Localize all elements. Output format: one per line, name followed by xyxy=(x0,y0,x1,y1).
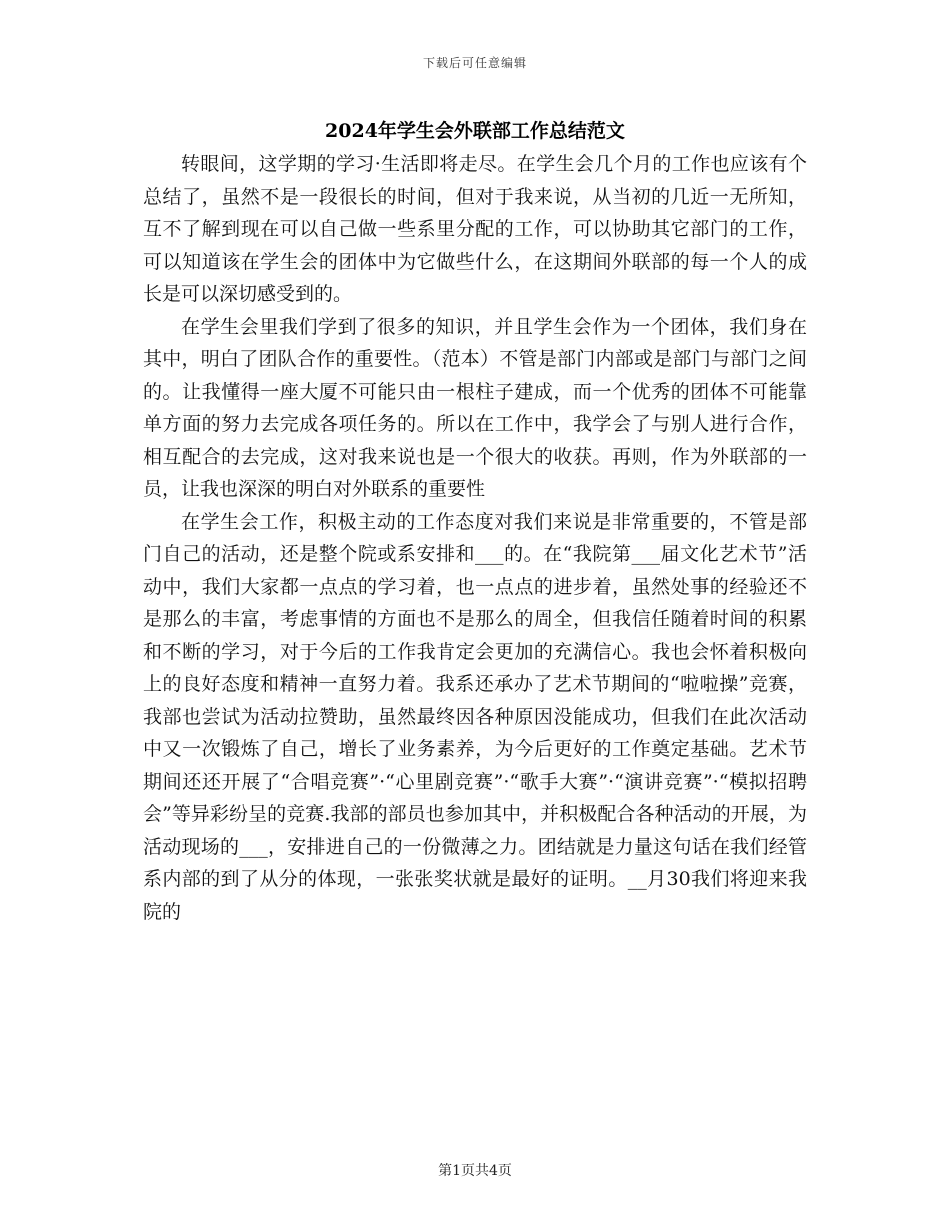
document-body xyxy=(143,148,807,928)
page-header-note: 下载后可任意编辑 xyxy=(422,56,527,70)
document-title: 2024年学生会外联部工作总结范文 xyxy=(325,120,625,142)
paragraph: 在学生会里我们学到了很多的知识，并且学生会作为一个团体，我们身在其中，明白了团队合作的重要性。（范本）不管是部门内部或是部门与部门之间的。让我懂得一座大厦不可能只由一根柱子建成，而一个优秀的团体不可能靠单方面的努力去完成各项任务的。所以在工作中，我学会了与别人进行合作，相互配合的去完成，这对我来说也是一个很大的收获。再则，作为外联部的一员，让我也深深的明白对外联系的重要性 xyxy=(143,315,807,500)
paragraph: 转眼间，这学期的学习·生活即将走尽。在学生会几个月的工作也应该有个总结了，虽然不是一段很长的时间，但对于我来说，从当初的几近一无所知，互不了解到现在可以自己做一些系里分配的工作，可以协助其它部门的工作，可以知道该在学生会的团体中为它做些什么，在这期间外联部的每一个人的成长是可以深切感受到的。 xyxy=(143,153,807,305)
paragraph: 在学生会工作，积极主动的工作态度对我们来说是非常重要的，不管是部门自己的活动，还是整个院或系安排和___的。在“我院第___届文化艺术节”活动中，我们大家都一点点的学习着，也一点点的进步着，虽然处事的经验还不是那么的丰富，考虑事情的方面也不是那么的周全，但我信任随着时间的积累和不断的学习，对于今后的工作我肯定会更加的充满信心。我也会怀着积极向上的良好态度和精神一直努力着。我系还承办了艺术节期间的“啦啦操”竞赛，我部也尝试为活动拉赞助，虽然最终因各种原因没能成功，但我们在此次活动中又一次锻炼了自己，增长了业务素养，为今后更好的工作奠定基础。艺术节期间还还开展了“合唱竞赛”·“心里剧竞赛”·“歌手大赛”·“演讲竞赛”·“模拟招聘会”等异彩纷呈的竞赛.我部的部员也参加其中，并积极配合各种活动的开展，为活动现场的___，安排进自己的一份微薄之力。团结就是力量这句话在我们经管系内部的到了从分的体现，一张张奖状就是最好的证明。__月30我们将迎来我院的 xyxy=(143,510,807,923)
page-number: 第1页共4页 xyxy=(438,1163,512,1179)
